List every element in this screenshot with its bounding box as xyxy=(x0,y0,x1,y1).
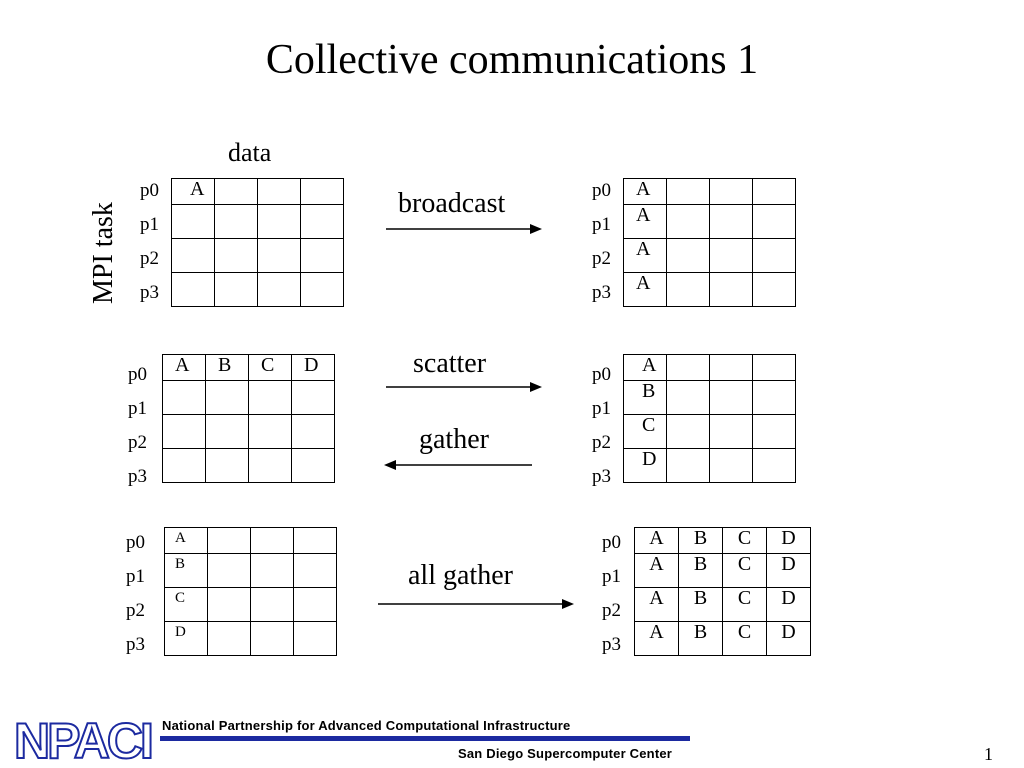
grid-cell xyxy=(163,381,206,415)
allgather-arrow xyxy=(376,597,576,611)
grid-cell xyxy=(249,381,292,415)
grid-cell xyxy=(172,273,215,307)
row-label: p2 xyxy=(126,600,145,621)
grid-row xyxy=(163,381,335,415)
grid-cell: A xyxy=(635,588,679,622)
row-label: p0 xyxy=(592,180,611,201)
broadcast-label: broadcast xyxy=(398,188,506,219)
grid-row xyxy=(624,273,796,307)
grid-cell xyxy=(208,622,251,656)
row-label: p2 xyxy=(592,248,611,269)
grid-cell xyxy=(172,239,215,273)
row-label: p3 xyxy=(140,282,159,303)
grid-cell xyxy=(753,355,796,381)
grid-cell xyxy=(710,273,753,307)
grid-row xyxy=(635,528,811,554)
grid-cell: D xyxy=(767,622,811,656)
grid-cell: B xyxy=(206,355,249,381)
grid-row xyxy=(165,588,337,622)
grid-row xyxy=(624,179,796,205)
grid-row xyxy=(624,449,796,483)
grid-cell xyxy=(292,415,335,449)
scatter-arrow xyxy=(384,380,544,394)
grid-cell xyxy=(753,205,796,239)
grid-cell xyxy=(667,449,710,483)
grid-cell: D xyxy=(624,449,667,483)
grid-row xyxy=(635,554,811,588)
row-label: p1 xyxy=(126,566,145,587)
grid-cell xyxy=(258,273,301,307)
grid-row xyxy=(624,355,796,381)
page-number: 1 xyxy=(984,744,993,764)
grid-row xyxy=(624,415,796,449)
grid-cell: A xyxy=(624,205,667,239)
grid-cell xyxy=(753,449,796,483)
grid-cell xyxy=(753,415,796,449)
grid-cell xyxy=(667,205,710,239)
grid-cell xyxy=(294,622,337,656)
grid-cell xyxy=(753,239,796,273)
row-label: p2 xyxy=(602,600,621,621)
grid-row xyxy=(163,415,335,449)
grid-cell: A xyxy=(624,273,667,307)
grid-cell xyxy=(206,449,249,483)
row-label: p3 xyxy=(128,466,147,487)
grid-row xyxy=(165,622,337,656)
grid-cell: A xyxy=(163,355,206,381)
grid-cell xyxy=(301,205,344,239)
grid-row xyxy=(635,622,811,656)
slide-title: Collective communications 1 xyxy=(265,37,759,83)
grid-cell xyxy=(753,273,796,307)
gather-label: gather xyxy=(419,424,489,455)
grid-row xyxy=(635,588,811,622)
grid-cell xyxy=(301,239,344,273)
grid-cell: B xyxy=(679,528,723,554)
allgather-label: all gather xyxy=(408,560,513,591)
grid-cell xyxy=(294,528,337,554)
grid-cell: C xyxy=(165,588,208,622)
grid-cell: D xyxy=(767,528,811,554)
grid-cell xyxy=(667,239,710,273)
grid-cell: A xyxy=(635,622,679,656)
grid-cell xyxy=(294,554,337,588)
grid-cell: C xyxy=(723,554,767,588)
grid-cell xyxy=(163,449,206,483)
grid-cell xyxy=(215,273,258,307)
grid-scatter-before xyxy=(162,354,335,483)
grid-cell xyxy=(215,179,258,205)
grid-cell xyxy=(667,179,710,205)
grid-cell xyxy=(206,415,249,449)
npaci-logo-text: NPACI xyxy=(14,713,151,764)
row-label: p2 xyxy=(592,432,611,453)
grid-cell: A xyxy=(624,355,667,381)
grid-cell: C xyxy=(723,588,767,622)
grid-cell: A xyxy=(624,239,667,273)
grid-row xyxy=(165,554,337,588)
scatter-label: scatter xyxy=(413,348,487,379)
row-label: p0 xyxy=(140,180,159,201)
grid-cell xyxy=(249,449,292,483)
grid-cell: A xyxy=(165,528,208,554)
footer-org: National Partnership for Advanced Computational Infrastructure xyxy=(162,718,571,733)
footer-accent-bar xyxy=(160,736,690,741)
grid-cell: B xyxy=(679,554,723,588)
grid-cell xyxy=(208,554,251,588)
grid-cell: B xyxy=(679,622,723,656)
grid-cell: A xyxy=(635,528,679,554)
grid-cell xyxy=(249,415,292,449)
grid-cell xyxy=(710,381,753,415)
grid-cell xyxy=(667,381,710,415)
grid-cell xyxy=(172,205,215,239)
grid-cell xyxy=(301,273,344,307)
row-label: p1 xyxy=(592,214,611,235)
grid-cell: C xyxy=(723,622,767,656)
grid-cell xyxy=(710,205,753,239)
row-label: p0 xyxy=(128,364,147,385)
npaci-logo xyxy=(12,712,158,764)
grid-cell xyxy=(292,381,335,415)
grid-cell xyxy=(251,528,294,554)
grid-cell: A xyxy=(624,179,667,205)
grid-cell xyxy=(294,588,337,622)
data-axis-label: data xyxy=(228,138,272,167)
grid-cell xyxy=(251,622,294,656)
grid-cell xyxy=(258,205,301,239)
row-label: p0 xyxy=(126,532,145,553)
grid-cell xyxy=(710,239,753,273)
grid-cell: C xyxy=(249,355,292,381)
grid-cell: B xyxy=(624,381,667,415)
grid-cell: A xyxy=(172,179,215,205)
row-label: p3 xyxy=(592,282,611,303)
grid-cell: D xyxy=(292,355,335,381)
grid-cell xyxy=(206,381,249,415)
broadcast-arrow xyxy=(384,222,544,236)
grid-row xyxy=(624,205,796,239)
grid-broadcast-before xyxy=(171,178,344,307)
grid-cell xyxy=(667,273,710,307)
grid-cell xyxy=(292,449,335,483)
grid-cell xyxy=(753,179,796,205)
grid-cell: D xyxy=(165,622,208,656)
row-label: p3 xyxy=(602,634,621,655)
grid-cell xyxy=(258,179,301,205)
row-label: p3 xyxy=(592,466,611,487)
grid-row xyxy=(172,179,344,205)
grid-cell: C xyxy=(624,415,667,449)
grid-cell xyxy=(667,415,710,449)
footer-center: San Diego Supercomputer Center xyxy=(458,746,673,761)
grid-scatter-after xyxy=(623,354,796,483)
grid-cell xyxy=(710,449,753,483)
grid-row xyxy=(163,449,335,483)
row-label: p1 xyxy=(592,398,611,419)
grid-allgather-after xyxy=(634,527,811,656)
grid-allgather-before xyxy=(164,527,337,656)
grid-cell xyxy=(258,239,301,273)
grid-cell xyxy=(753,381,796,415)
row-label: p1 xyxy=(602,566,621,587)
row-label: p1 xyxy=(140,214,159,235)
grid-cell xyxy=(163,415,206,449)
grid-cell: A xyxy=(635,554,679,588)
grid-cell xyxy=(251,588,294,622)
row-label: p2 xyxy=(128,432,147,453)
row-label: p2 xyxy=(140,248,159,269)
grid-row xyxy=(624,239,796,273)
row-label: p3 xyxy=(126,634,145,655)
grid-cell xyxy=(215,205,258,239)
grid-cell xyxy=(215,239,258,273)
grid-cell xyxy=(301,179,344,205)
grid-row xyxy=(163,355,335,381)
grid-row xyxy=(172,273,344,307)
grid-cell: D xyxy=(767,588,811,622)
grid-cell xyxy=(208,528,251,554)
grid-cell xyxy=(710,179,753,205)
grid-cell xyxy=(251,554,294,588)
grid-cell: B xyxy=(165,554,208,588)
grid-cell: C xyxy=(723,528,767,554)
grid-cell xyxy=(208,588,251,622)
grid-cell xyxy=(667,355,710,381)
grid-row xyxy=(624,381,796,415)
row-label: p0 xyxy=(602,532,621,553)
grid-row xyxy=(172,239,344,273)
grid-cell xyxy=(710,415,753,449)
gather-arrow xyxy=(382,458,534,472)
grid-row xyxy=(172,205,344,239)
grid-broadcast-after xyxy=(623,178,796,307)
grid-row xyxy=(165,528,337,554)
grid-cell: D xyxy=(767,554,811,588)
row-label: p1 xyxy=(128,398,147,419)
row-label: p0 xyxy=(592,364,611,385)
grid-cell: B xyxy=(679,588,723,622)
mpi-task-axis-label: MPI task xyxy=(88,202,119,304)
grid-cell xyxy=(710,355,753,381)
